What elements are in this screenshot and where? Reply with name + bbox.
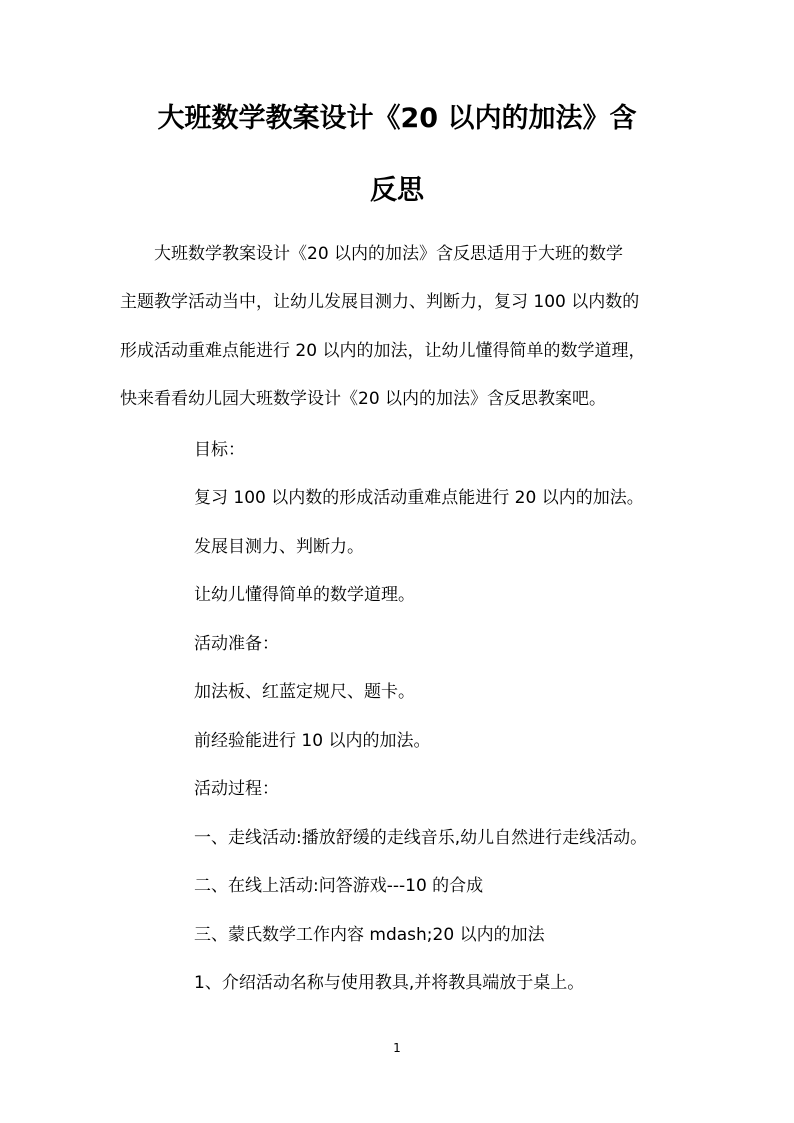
process-step-2: 二、在线上活动:问答游戏---10 的合成 — [194, 876, 484, 896]
intro-line-2: 主题教学活动当中，让幼儿发展目测力、判断力，复习 100 以内数的 — [120, 292, 640, 312]
intro-line-4: 快来看看幼儿园大班数学设计《20 以内的加法》含反思教案吧。 — [120, 389, 607, 409]
intro-line-1: 大班数学教案设计《20 以内的加法》含反思适用于大班的数学 — [120, 244, 624, 264]
document-title-line-2: 反思 — [370, 175, 424, 206]
process-step-1: 一、走线活动:播放舒缓的走线音乐,幼儿自然进行走线活动。 — [194, 828, 648, 848]
process-step-3: 三、蒙氏数学工作内容 mdash;20 以内的加法 — [194, 925, 545, 945]
preparation-item-2: 前经验能进行 10 以内的加法。 — [194, 731, 431, 751]
goals-heading: 目标： — [194, 440, 245, 460]
intro-line-3: 形成活动重难点能进行 20 以内的加法，让幼儿懂得简单的数学道理， — [120, 341, 646, 361]
process-heading: 活动过程： — [194, 779, 279, 799]
goal-item-3: 让幼儿懂得简单的数学道理。 — [194, 585, 415, 605]
page-number: 1 — [393, 1041, 401, 1055]
goal-item-1: 复习 100 以内数的形成活动重难点能进行 20 以内的加法。 — [194, 488, 644, 508]
preparation-heading: 活动准备： — [194, 634, 279, 654]
goal-item-2: 发展目测力、判断力。 — [194, 537, 364, 557]
preparation-item-1: 加法板、红蓝定规尺、题卡。 — [194, 682, 415, 702]
process-substep-1: 1、介绍活动名称与使用教具,并将教具端放于桌上。 — [194, 973, 585, 993]
document-title-line-1: 大班数学教案设计《20 以内的加法》含 — [157, 103, 637, 134]
